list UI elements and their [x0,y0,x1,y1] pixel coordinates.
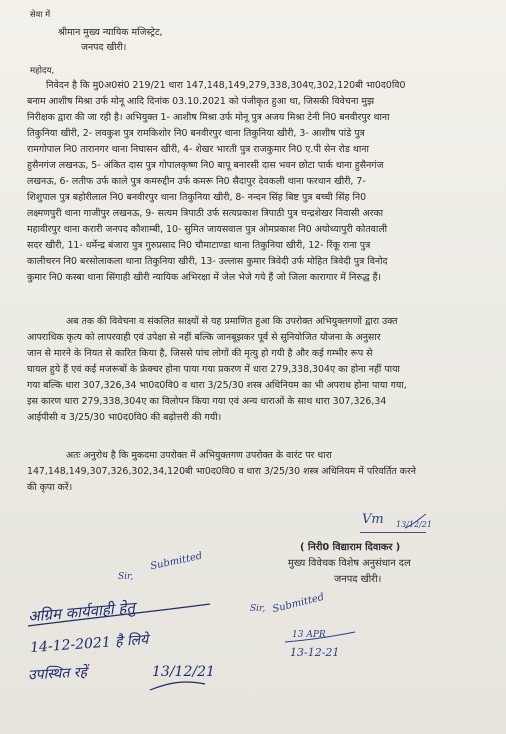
right-endorsement-initials: 13 APR [292,630,326,640]
officer-name: ( निरी0 विद्याराम दिवाकर ) [300,542,401,553]
right-endorsement-submitted: Submitted [271,591,326,616]
addressee-district: जनपद खीरी। [81,42,127,53]
officer-district: जनपद खीरी। [334,574,382,585]
p1-line: कुमार नि0 कस्बा थाना सिंगाही खीरी न्यायिक अभिरक्षा में जेल भेजे गये हैं जो जिला कारागार में निरुद्ध हैं। [27,272,382,283]
seva-mein: सेवा में [30,9,51,19]
officer-sign-date: 13/12/21 [396,520,432,529]
p3-line: अतः अनुरोध है कि मुकदमा उपरोक्त में अभियुक्तगण उपरोक्त के वारंट पर धारा [66,450,332,461]
p2-line: इस कारण धारा 279,338,304ए का विलोपन किया गया एवं अन्य धाराओं के साथ धारा 307,326,34 [27,396,387,407]
p3-line: की कृपा करें। [27,482,73,493]
p1-line: कालीचरन नि0 बरसोलाकला थाना तिकुनिया खीरी, 13- उल्लास कुमार त्रिवेदी उर्फ मोहित त्रिवेदी पुत्र विनोद [27,256,388,267]
p2-line: आईपीसी व 3/25/30 भा0द0वि0 की बढ़ोत्तरी की गयी। [27,412,222,423]
p2-line: जान से मारने के नियत से कारित किया है, जिससे पांच लोगों की मृत्यु हो गयी है और कई गम्भीर रूप से [27,348,373,359]
p1-line: हुसैनगंज लखनऊ, 5- अंकित दास पुत्र गोपालकृष्ण नि0 बापू बनारसी दास भवन छोटा पार्क थाना हुसैनगंज [27,160,384,171]
left-endorsement-line-3: उपस्थित रहें [27,664,88,684]
salutation: महोदय, [30,66,55,76]
p1-line: निवेदन है कि मु0अ0सं0 219/21 धारा 147,148,149,279,338,304ए,302,120बी भा0द0वि0 [46,80,406,91]
p1-line: लक्ष्मणपुरी थाना गाजीपुर लखनऊ, 9- सत्यम त्रिपाठी उर्फ सत्यप्रकाश त्रिपाठी पुत्र चन्द्रशेखर निवासी अरका [27,208,384,219]
p1-line: बनाम आशीष मिश्रा उर्फ मोनू आदि दिनांक 03.10.2021 को पंजीकृत हुआ था, जिसकी विवेचना मुझ [27,96,375,107]
p2-line: आपराधिक कृत्य को लापरवाही एवं उपेक्षा से नहीं बल्कि जानबूझकर पूर्व से सुनियोजित योजना के अनुसार [27,332,381,343]
left-signature-date: 13/12/21 [152,664,215,680]
left-endorsement-sir: Sir, [118,572,134,582]
p1-line: महावीरपुर थाना करारी जनपद कौशाम्बी, 10- सुमित जायसवाल पुत्र ओमप्रकाश नि0 अयोध्यापुरी कोतवाली [27,224,388,235]
p2-line: गया बल्कि धारा 307,326,34 भा0द0वि0 व धारा 3/25/30 शस्त्र अधिनियम का भी अपराध होना पाया गया, [27,380,407,391]
p2-line: अब तक की विवेचना व संकलित साक्ष्यों से यह प्रमाणित हुआ कि उपरोक्त अभियुक्तगणों द्वारा उक्त [66,316,398,327]
officer-initials: Vm [362,512,384,527]
p1-line: रामगोपाल नि0 तारानगर थाना निघासन खीरी, 4- शेखर भारती पुत्र राजकुमार नि0 ए.पी सेन रोड थाना [27,144,369,155]
p1-line: निरीक्षक द्वारा की जा रही है। अभियुक्त 1- आशीष मिश्रा उर्फ मोनू पुत्र अजय मिश्रा टेनी नि0 बनवीरपुर थाना [27,112,390,123]
left-endorsement-line-1: अग्रिम कार्यवाही हेतु [27,598,136,626]
right-endorsement-date: 13-12-21 [290,646,340,659]
left-endorsement-line-2: 14-12-2021 है लिये [29,631,149,657]
p1-line: सदर खीरी, 11- धर्मेन्द्र बंजारा पुत्र गुरुप्रसाद नि0 चौमाटाण्डा थाना तिकुनिया खीरी, 12- रिंकू राना पुत्र [27,240,371,251]
right-endorsement-sir: Sir, [250,604,266,614]
officer-designation: मुख्य विवेचक विशेष अनुसंधान दल [288,558,411,569]
addressee: श्रीमान मुख्य न्यायिक मजिस्ट्रेट, [58,27,163,38]
p1-line: शिशुपाल पुत्र बहोरीलाल नि0 बनवीरपुर थाना तिकुनिया खीरी, 8- नन्दन सिंह बिष्ट पुत्र बच्ची सिंह नि0 [27,192,367,203]
p2-line: घायल हुये हैं एवं कई मजरूबों के फ्रेक्चर होना पाया गया प्रकरण में धारा 279,338,304ए का होना नहीं पाया [27,364,400,375]
p3-line: 147,148,149,307,326,302,34,120बी भा0द0वि0 व धारा 3/25/30 शस्त्र अधिनियम में परिवर्तित करने [27,466,416,477]
p1-line: लखनऊ, 6- लतीफ उर्फ काले पुत्र कमरुद्दीन उर्फ कमरू नि0 सैदापुर देवकली थाना फरधान खीरी, 7- [27,176,366,187]
p1-line: तिकुनिया खीरी, 2- लवकुश पुत्र रामकिशोर नि0 बनवीरपुर थाना तिकुनिया खीरी, 3- आशीष पांडे पुत्र [27,128,365,139]
left-endorsement-submitted: Submitted [149,550,204,573]
